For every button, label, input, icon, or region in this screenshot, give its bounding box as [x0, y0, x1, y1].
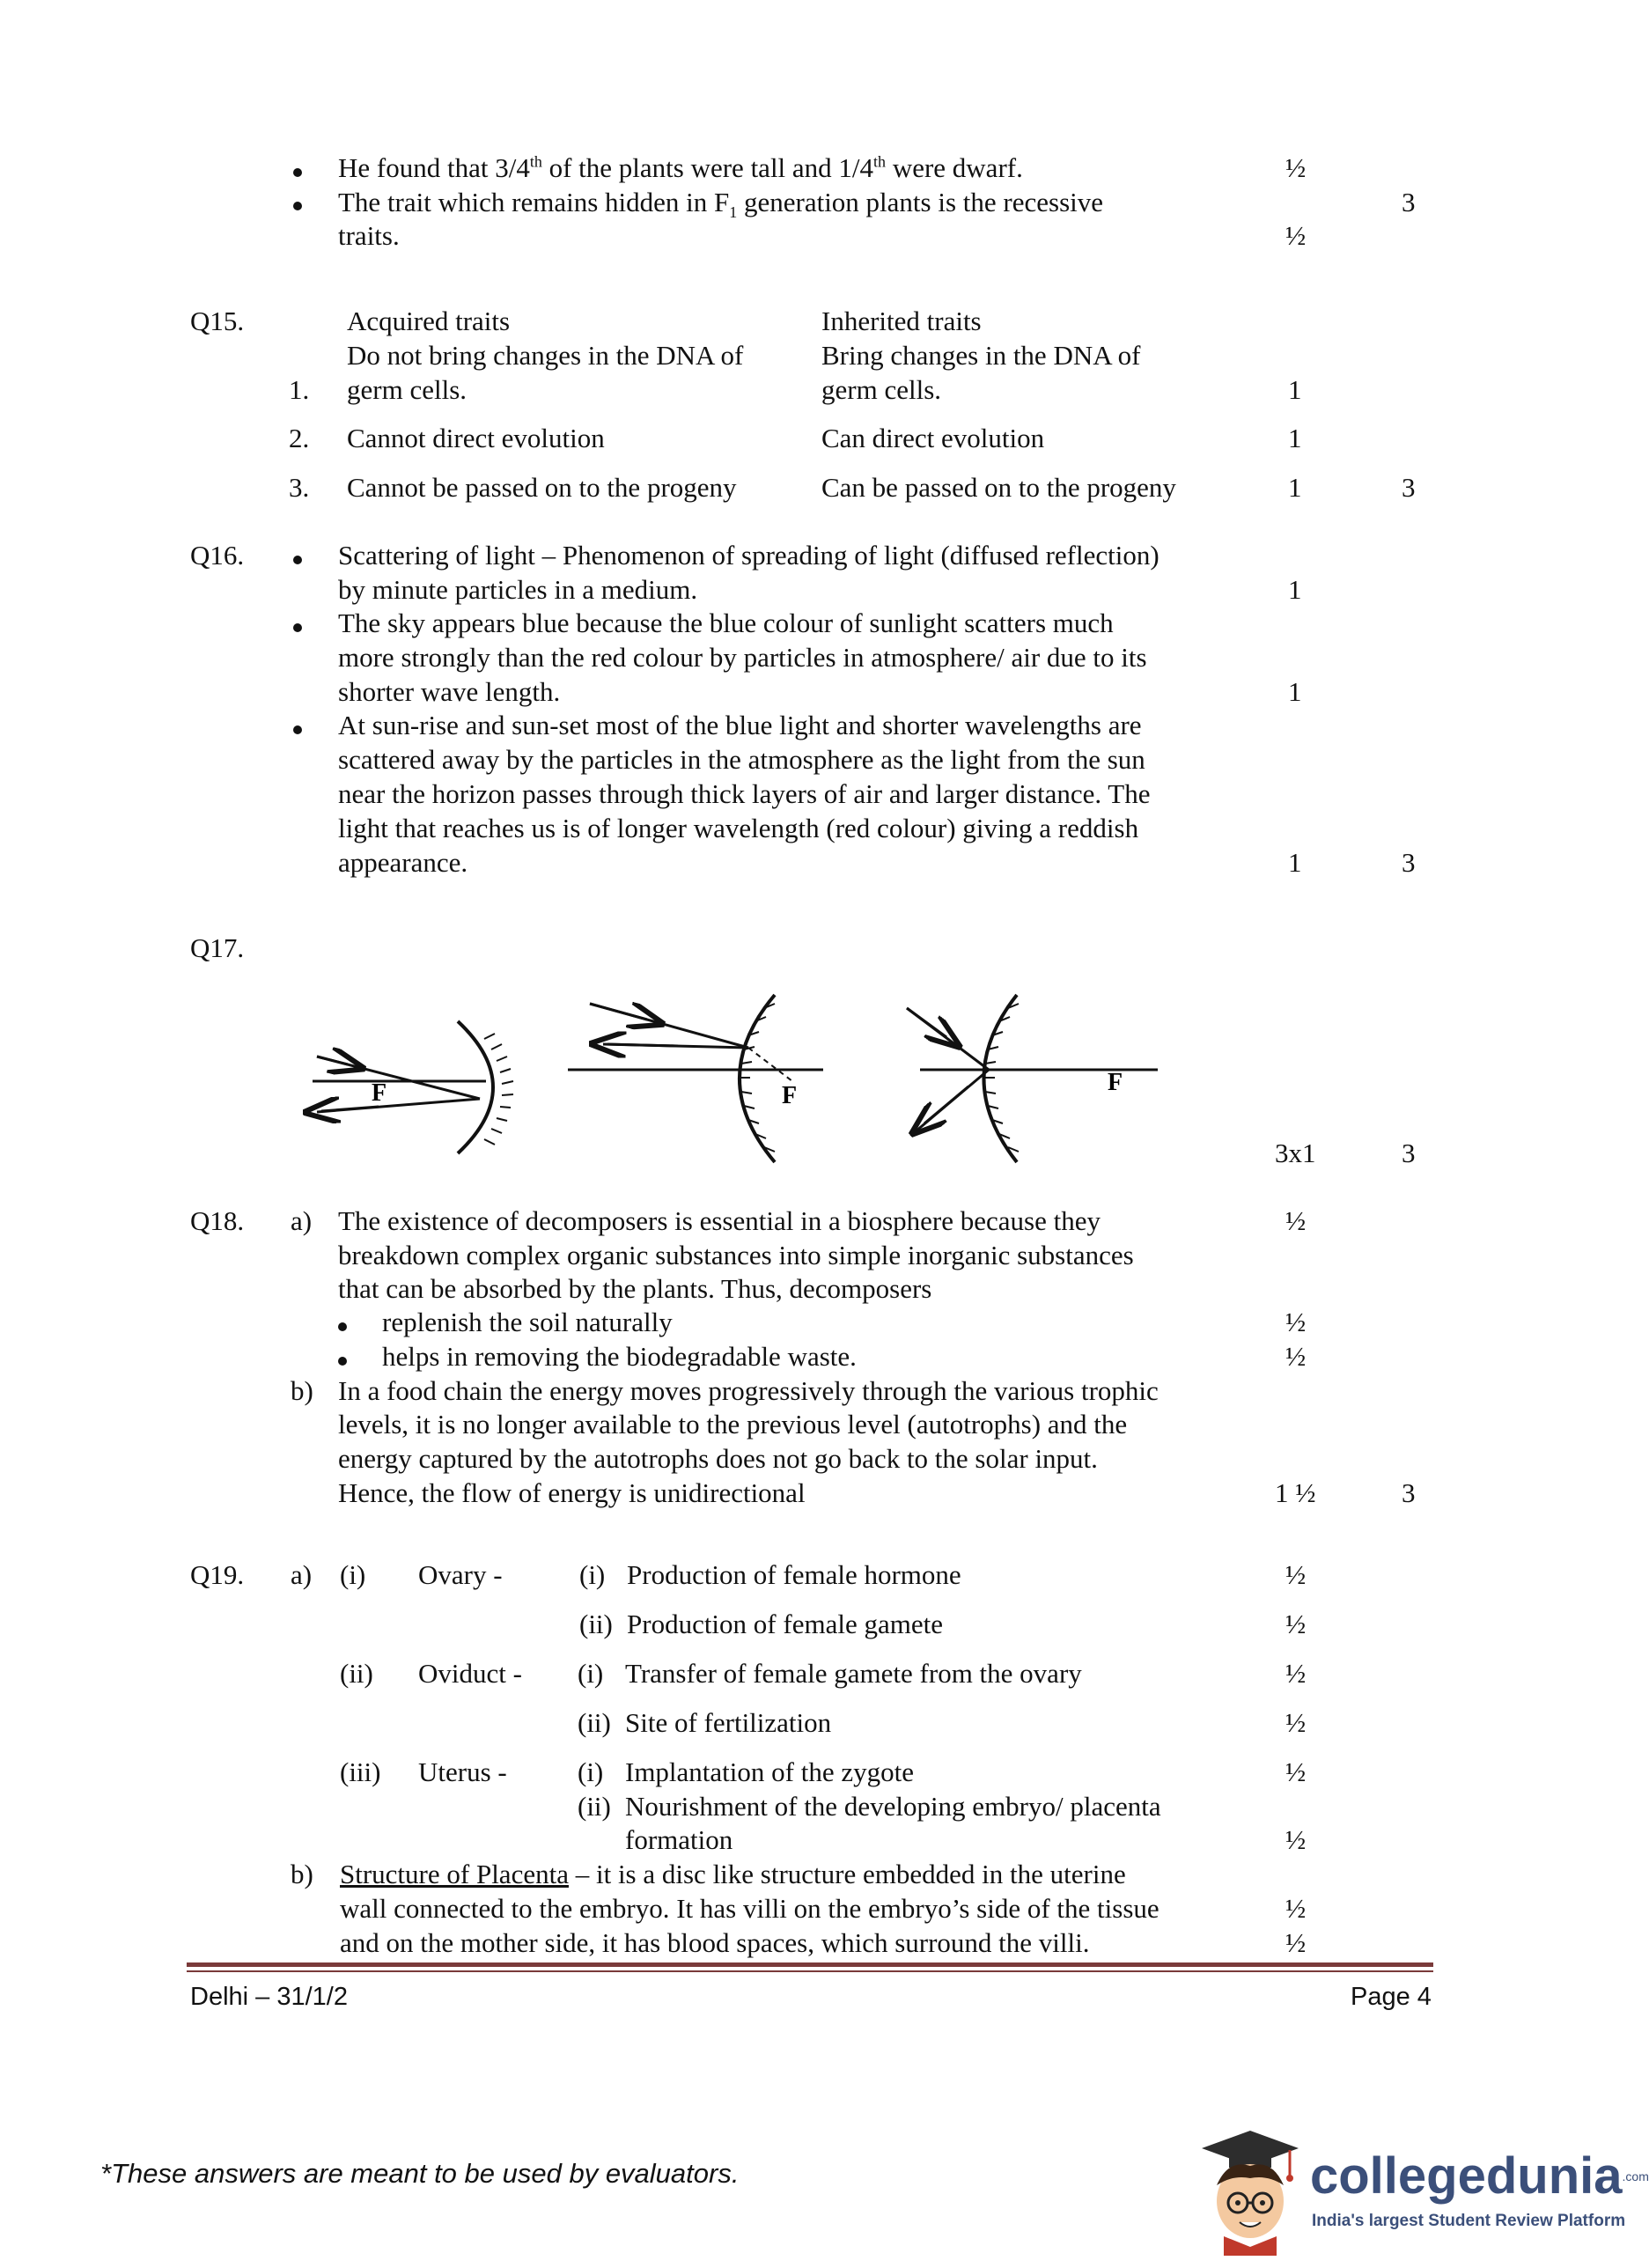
q14-line1: He found that 3/4th of the plants were tall and 1/4th were dwarf.: [338, 152, 1023, 183]
question-number: Q16.: [190, 540, 245, 571]
total-mark: 3: [1402, 847, 1416, 878]
function-text: Nourishment of the developing embryo/ placenta: [625, 1791, 1161, 1822]
mark: ½: [1285, 1824, 1307, 1855]
bullet: [338, 1357, 347, 1366]
mark: ½: [1285, 1707, 1307, 1738]
organ-label: Uterus -: [418, 1756, 507, 1787]
function-text: formation: [625, 1824, 733, 1855]
mark: 1: [1288, 574, 1302, 605]
focus-label: F: [782, 1082, 798, 1109]
answer-line: more strongly than the red colour by particles in atmosphere/ air due to its: [338, 642, 1147, 673]
cell: Cannot be passed on to the progeny: [347, 472, 737, 503]
answer-line: Hence, the flow of energy is unidirectional: [338, 1477, 806, 1508]
mark: ½: [1285, 1756, 1307, 1787]
q14-line3: traits.: [338, 220, 400, 251]
answer-line: wall connected to the embryo. It has villi on the embryo’s side of the tissue: [340, 1893, 1159, 1924]
part-label: b): [291, 1859, 313, 1889]
focus-label: F: [1108, 1069, 1123, 1096]
bullet: [293, 725, 302, 734]
page-number: Page 4: [1351, 1983, 1432, 2011]
mark: ½: [1285, 1341, 1307, 1372]
sub-index: (i): [579, 1559, 606, 1590]
convex-mirror-diagram-1: [313, 1021, 513, 1153]
cell: Can be passed on to the progeny: [821, 472, 1176, 503]
answer-line: that can be absorbed by the plants. Thus, decomposers: [338, 1273, 932, 1304]
answer-line: Structure of Placenta – it is a disc like structure embedded in the uterine: [340, 1859, 1126, 1889]
mark: ½: [1285, 1559, 1307, 1590]
brand-tagline: India's largest Student Review Platform: [1312, 2212, 1626, 2230]
mark: ½: [1285, 1658, 1307, 1689]
answer-line: breakdown complex organic substances into simple inorganic substances: [338, 1240, 1134, 1270]
paper-code: Delhi – 31/1/2: [190, 1983, 348, 2011]
function-text: Production of female hormone: [627, 1559, 961, 1590]
bullet: [293, 556, 302, 564]
mark: ½: [1285, 1205, 1307, 1236]
q14-line2: The trait which remains hidden in $F_1$ generation plants is the recessive: [338, 187, 1104, 222]
answer-line: In a food chain the energy moves progressively through the various trophic: [338, 1375, 1159, 1406]
cell: germ cells.: [821, 374, 942, 405]
answer-line: and on the mother side, it has blood spaces, which surround the villi.: [340, 1927, 1090, 1958]
mark: ½: [1285, 220, 1307, 251]
brand-name: collegedunia$^{.com}$: [1310, 2147, 1649, 2205]
bullet: [338, 1322, 347, 1331]
answer-line: shorter wave length.: [338, 676, 561, 707]
mark: ½: [1285, 1609, 1307, 1639]
ray-diagrams: [299, 977, 1180, 1180]
answer-line: appearance.: [338, 847, 468, 878]
part-label: a): [291, 1205, 313, 1236]
answer-line: energy captured by the autotrophs does not go back to the solar input.: [338, 1443, 1098, 1474]
footer-divider: [187, 1962, 1433, 1967]
sub-label: (iii): [340, 1756, 381, 1787]
answer-line: At sun-rise and sun-set most of the blue light and shorter wavelengths are: [338, 710, 1142, 740]
cell: germ cells.: [347, 374, 467, 405]
mark: 1: [1288, 374, 1302, 405]
evaluator-note: *These answers are meant to be used by evaluators.: [100, 2158, 740, 2189]
cell: Bring changes in the DNA of: [821, 340, 1141, 371]
sub-index: (ii): [579, 1609, 613, 1639]
answer-line: near the horizon passes through thick layers of air and larger distance. The: [338, 778, 1151, 809]
total-mark: 3: [1402, 472, 1416, 503]
total-mark: 3: [1402, 187, 1416, 217]
question-number: Q18.: [190, 1205, 245, 1236]
part-label: a): [291, 1559, 313, 1590]
organ-label: Oviduct -: [418, 1658, 522, 1689]
answer-line: The existence of decomposers is essential in a biosphere because they: [338, 1205, 1101, 1236]
bullet: [293, 168, 302, 177]
sub-index: (i): [578, 1756, 604, 1787]
row-index: 2.: [289, 423, 310, 453]
function-text: Site of fertilization: [625, 1707, 832, 1738]
answer-line: light that reaches us is of longer wavelength (red colour) giving a reddish: [338, 813, 1139, 843]
sub-label: (i): [340, 1559, 366, 1590]
mark: 3x1: [1275, 1138, 1316, 1168]
mark: 1: [1288, 676, 1302, 707]
mark: 1 ½: [1275, 1477, 1316, 1508]
function-text: Implantation of the zygote: [625, 1756, 914, 1787]
mirror-hatching: [484, 1034, 513, 1145]
bullet: [293, 623, 302, 632]
footer-divider: [187, 1970, 1433, 1972]
row-index: 1.: [289, 374, 310, 405]
placenta-heading: Structure of Placenta: [340, 1859, 569, 1889]
answer-line: by minute particles in a medium.: [338, 574, 698, 605]
focus-label: F: [372, 1079, 387, 1107]
question-number: Q19.: [190, 1559, 245, 1590]
answer-line: scattered away by the particles in the atmosphere as the light from the sun: [338, 744, 1145, 775]
sub-label: (ii): [340, 1658, 373, 1689]
organ-label: Ovary -: [418, 1559, 503, 1590]
question-number: Q17.: [190, 932, 245, 963]
mark: 1: [1288, 472, 1302, 503]
mark: ½: [1285, 152, 1307, 183]
question-number: Q15.: [190, 306, 245, 336]
bullet: [293, 202, 302, 210]
answer-line: levels, it is no longer available to the previous level (autotrophs) and the: [338, 1409, 1128, 1440]
collegedunia-mascot-icon: [1197, 2124, 1303, 2256]
sub-index: (ii): [578, 1707, 611, 1738]
sub-index: (i): [578, 1658, 604, 1689]
total-mark: 3: [1402, 1477, 1416, 1508]
function-text: Production of female gamete: [627, 1609, 943, 1639]
mark: 1: [1288, 847, 1302, 878]
mark: 1: [1288, 423, 1302, 453]
mark: ½: [1285, 1893, 1307, 1924]
mark: ½: [1285, 1307, 1307, 1337]
function-text: Transfer of female gamete from the ovary: [625, 1658, 1082, 1689]
convex-mirror-diagram-2: [568, 995, 823, 1162]
total-mark: 3: [1402, 1138, 1416, 1168]
answer-line: replenish the soil naturally: [382, 1307, 673, 1337]
cell: Do not bring changes in the DNA of: [347, 340, 744, 371]
answer-line: The sky appears blue because the blue colour of sunlight scatters much: [338, 608, 1114, 638]
row-index: 3.: [289, 472, 310, 503]
column-heading: Acquired traits: [347, 306, 511, 336]
part-label: b): [291, 1375, 313, 1406]
cell: Can direct evolution: [821, 423, 1045, 453]
answer-line: helps in removing the biodegradable waste.: [382, 1341, 857, 1372]
sub-index: (ii): [578, 1791, 611, 1822]
answer-line: Scattering of light – Phenomenon of spreading of light (diffused reflection): [338, 540, 1159, 571]
column-heading: Inherited traits: [821, 306, 982, 336]
mark: ½: [1285, 1927, 1307, 1958]
cell: Cannot direct evolution: [347, 423, 605, 453]
